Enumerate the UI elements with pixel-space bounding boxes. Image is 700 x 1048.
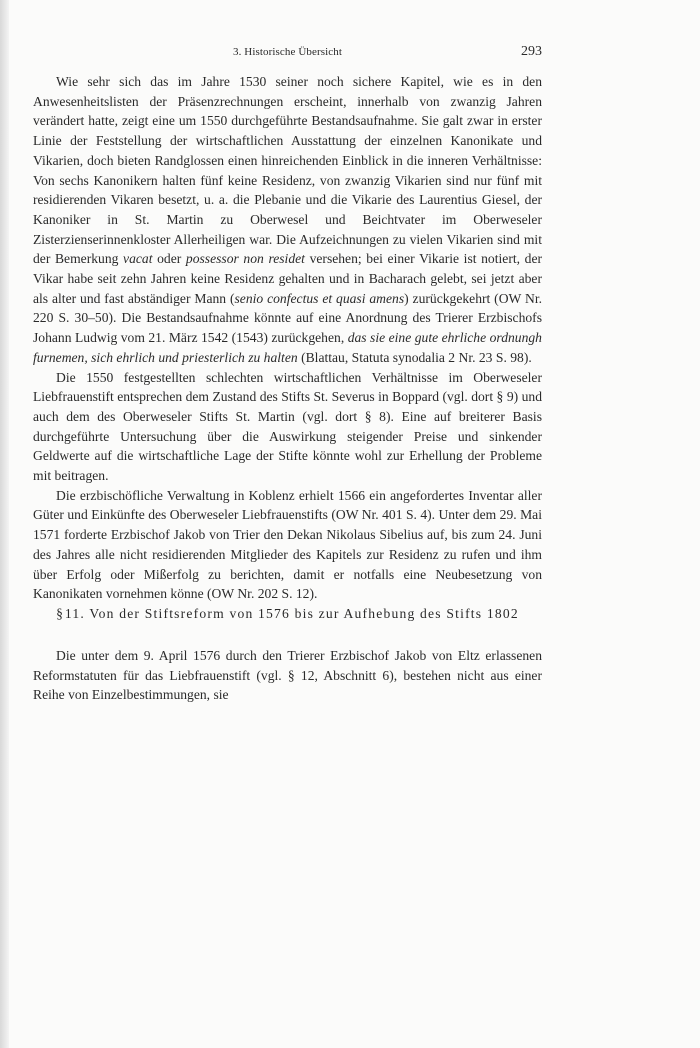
latin-quote-possessor: possessor non residet: [185, 251, 305, 267]
paragraph-2: Die 1550 festgestellten schlechten wirtschaftlichen Verhältnisse im Oberweseler Liebfrauenstift entsprechen dem Zustand des Stifts St. Severus in Boppard (vgl. dort § 9) und auch dem des Oberweseler Stifts St. Martin (vgl. dort § 8). Eine auf breiterer Basis durchgeführte Untersuchung über die Auswirkung steigender Preise und sinkender Geldwerte auf die wirtschaftliche Lage der Stifte könnte wohl zur Erhellung der Probleme mit beitragen.: [33, 369, 542, 484]
paragraph-1-text-b: oder: [152, 251, 186, 267]
section-heading: [33, 604, 542, 624]
paragraph-4: Die unter dem 9. April 1576 durch den Trierer Erzbischof Jakob von Eltz erlassenen Reformstatuten für das Liebfrauenstift (vgl. § 12, Abschnitt 6), bestehen nicht aus einer Reihe von Einzelbestimmungen, sie: [33, 647, 542, 703]
german-quote-ordnungh: das sie eine gute ehrliche ordnungh furnemen, sich ehrlich und priesterlich zu halten: [33, 330, 542, 365]
running-head: [33, 44, 542, 62]
body-text: [33, 72, 542, 705]
paragraph-1: [33, 72, 542, 368]
paragraph-1-text-a: Wie sehr sich das im Jahre 1530 seiner noch sichere Kapitel, wie es in den Anwesenheitslisten der Präsenzrechnungen erscheint, innerhalb von zwanzig Jahren verändert hatte, zeigt eine um 1550 durchgeführte Bestandsaufnahme. Sie galt zwar in erster Linie der Feststellung der wirtschaftlichen Ausstattung der einzelnen Kanonikate und Vikarien, doch bieten Randglossen einen hinreichenden Einblick in die inneren Verhältnisse: Von sechs Kanonikern halten fünf keine Residenz, von zwanzig Vikarien sind nur fünf mit residierenden Vikaren besetzt, u. a. die Plebanie und die Vikarie des Laurentius Giesel, der Kanoniker in St. Martin zu Oberwesel und Beichtvater im Oberweseler Zisterzienserinnenkloster Allerheiligen war. Die Aufzeichnungen zu vielen Vikarien sind mit der Bemerkung: [33, 74, 542, 267]
paragraph-1-text-c: versehen; bei einer Vikarie ist notiert, der Vikar habe seit zehn Jahren keine Residenz gehalten und in Bacharach gelebt, sei jetzt aber als alter und fast abständiger Mann (: [33, 251, 543, 306]
paragraph-3: Die erzbischöfliche Verwaltung in Koblenz erhielt 1566 ein angefordertes Inventar aller Güter und Einkünfte des Oberweseler Liebfrauenstifts (OW Nr. 401 S. 4). Unter dem 29. Mai 1571 forderte Erzbischof Jakob von Trier den Dekan Nikolaus Sibelius auf, bis zum 24. Juni des Jahres alle nicht residierenden Mitglieder des Kapitels zur Residenz zu rufen und ihm über Erfolg oder Mißerfolg zu berichten, damit er notfalls eine Neubesetzung von Kanonikaten vornehmen könne (OW Nr. 202 S. 12).: [33, 487, 542, 602]
latin-quote-senio: senio confectus et quasi amens: [234, 290, 405, 306]
section-heading-text: 11. Von der Stiftsreform von 1576 bis zur Aufhebung des Stifts 1802: [64, 605, 519, 621]
page-number: 293: [521, 44, 542, 59]
page-gutter-shadow: [0, 0, 9, 1048]
latin-quote-vacat: vacat: [123, 251, 153, 267]
paragraph-1-text-e: (Blattau, Statuta synodalia 2 Nr. 23 S. 98).: [297, 349, 532, 365]
paragraph-1-text-d: ) zurückgekehrt (OW Nr. 220 S. 30–50). Die Bestandsaufnahme könnte auf eine Anordnung des Trierer Erzbischofs Johann Ludwig vom 21. März 1542 (1543) zurückgehen,: [33, 290, 542, 346]
running-head-title: 3. Historische Übersicht: [232, 46, 343, 58]
section-sign: §: [56, 605, 63, 621]
